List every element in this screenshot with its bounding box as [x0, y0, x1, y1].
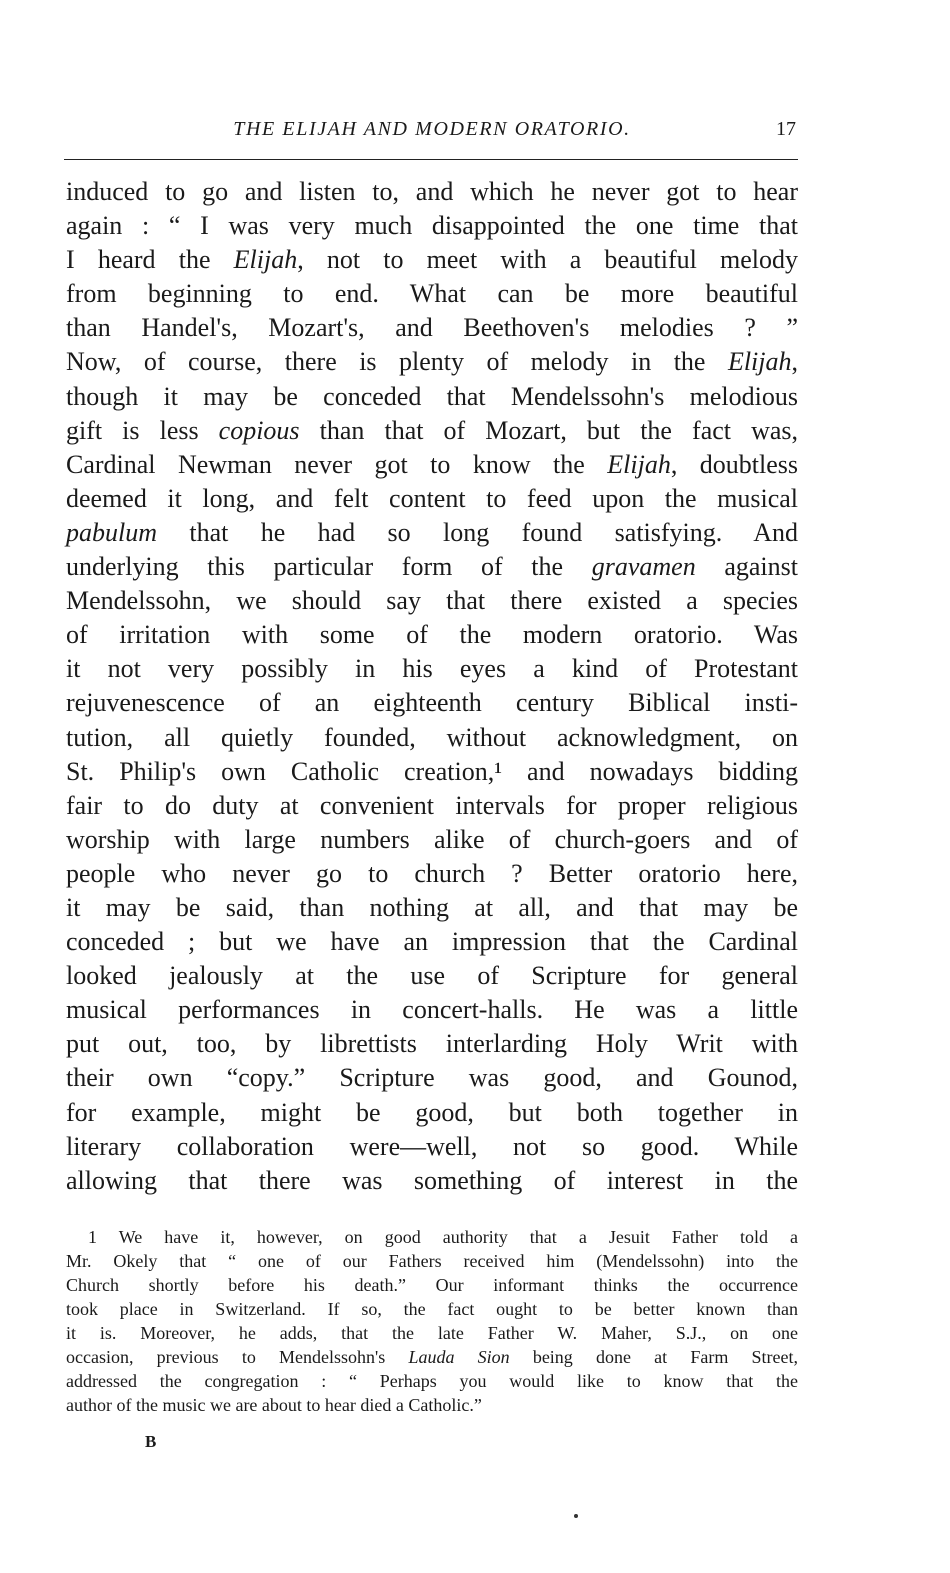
body-line: allowing that there was something of interest in the [66, 1165, 798, 1195]
body-line: St. Philip's own Catholic creation,¹ and nowadays bidding [66, 756, 798, 786]
body-line: I heard the Elijah, not to meet with a beautiful melody [66, 245, 798, 275]
body-line: Now, of course, there is plenty of melody in the Elijah, [66, 347, 798, 377]
body-line: of irritation with some of the modern oratorio. Was [66, 620, 798, 650]
body-line: Mendelssohn, we should say that there existed a species [66, 586, 798, 616]
page-number: 17 [776, 118, 796, 140]
body-line: though it may be conceded that Mendelssohn's melodious [66, 381, 798, 411]
body-line: worship with large numbers alike of church-goers and of [66, 824, 798, 854]
body-line: their own “copy.” Scripture was good, and Gounod, [66, 1063, 798, 1093]
page-speck [574, 1514, 578, 1518]
footnote-line: 1 We have it, however, on good authority that a Jesuit Father told a [88, 1227, 798, 1247]
body-line: again : “ I was very much disappointed the one time that [66, 211, 798, 241]
body-line: underlying this particular form of the gravamen against [66, 552, 799, 582]
body-line: for example, might be good, but both together in [66, 1097, 798, 1127]
footnote-line: it is. Moreover, he adds, that the late Father W. Maher, S.J., on one [66, 1323, 798, 1343]
footnote [66, 1225, 798, 1417]
footnote-line: took place in Switzerland. If so, the fact ought to be better known than [66, 1299, 798, 1319]
body-line: induced to go and listen to, and which he never got to hear [66, 177, 798, 206]
body-line: gift is less copious than that of Mozart, but the fact was, [66, 415, 799, 445]
body-line: fair to do duty at convenient intervals for proper religious [66, 790, 798, 820]
footnote-line: addressed the congregation : “ Perhaps you would like to know that the [66, 1371, 798, 1391]
footnote-line: author of the music we are about to hear died a Catholic.” [66, 1395, 482, 1415]
body-line: it may be said, than nothing at all, and that may be [66, 892, 798, 922]
body-line: tution, all quietly founded, without acknowledgment, on [66, 722, 798, 752]
body-line: put out, too, by librettists interlarding Holy Writ with [66, 1029, 798, 1059]
body-line: literary collaboration were—well, not so good. While [66, 1131, 798, 1161]
page-header [66, 118, 798, 146]
body-line: Cardinal Newman never got to know the Elijah, doubtless [66, 449, 799, 479]
footnote-line: occasion, previous to Mendelssohn's Lauda Sion being done at Farm Street, [66, 1347, 798, 1367]
footnote-line: Church shortly before his death.” Our informant thinks the occurrence [66, 1275, 798, 1295]
body-line: conceded ; but we have an impression that the Cardinal [66, 927, 798, 957]
body-line: rejuvenescence of an eighteenth century Biblical insti- [66, 688, 798, 718]
body-line: pabulum that he had so long found satisfying. And [66, 517, 798, 547]
body-line: musical performances in concert-halls. He was a little [66, 995, 798, 1025]
header-rule [64, 159, 798, 160]
body-line: people who never go to church ? Better oratorio here, [66, 858, 798, 888]
body-line: from beginning to end. What can be more beautiful [66, 279, 798, 309]
running-title: THE ELIJAH AND MODERN ORATORIO. [233, 118, 631, 140]
footnote-line: Mr. Okely that “ one of our Fathers received him (Mendelssohn) into the [66, 1251, 798, 1271]
body-line: deemed it long, and felt content to feed upon the musical [66, 483, 798, 513]
signature-mark: B [145, 1432, 158, 1451]
body-line: it not very possibly in his eyes a kind of Protestant [66, 654, 798, 684]
body-text [66, 175, 798, 1198]
body-line: looked jealously at the use of Scripture for general [66, 961, 798, 991]
body-line: than Handel's, Mozart's, and Beethoven's melodies ? ” [66, 313, 798, 343]
